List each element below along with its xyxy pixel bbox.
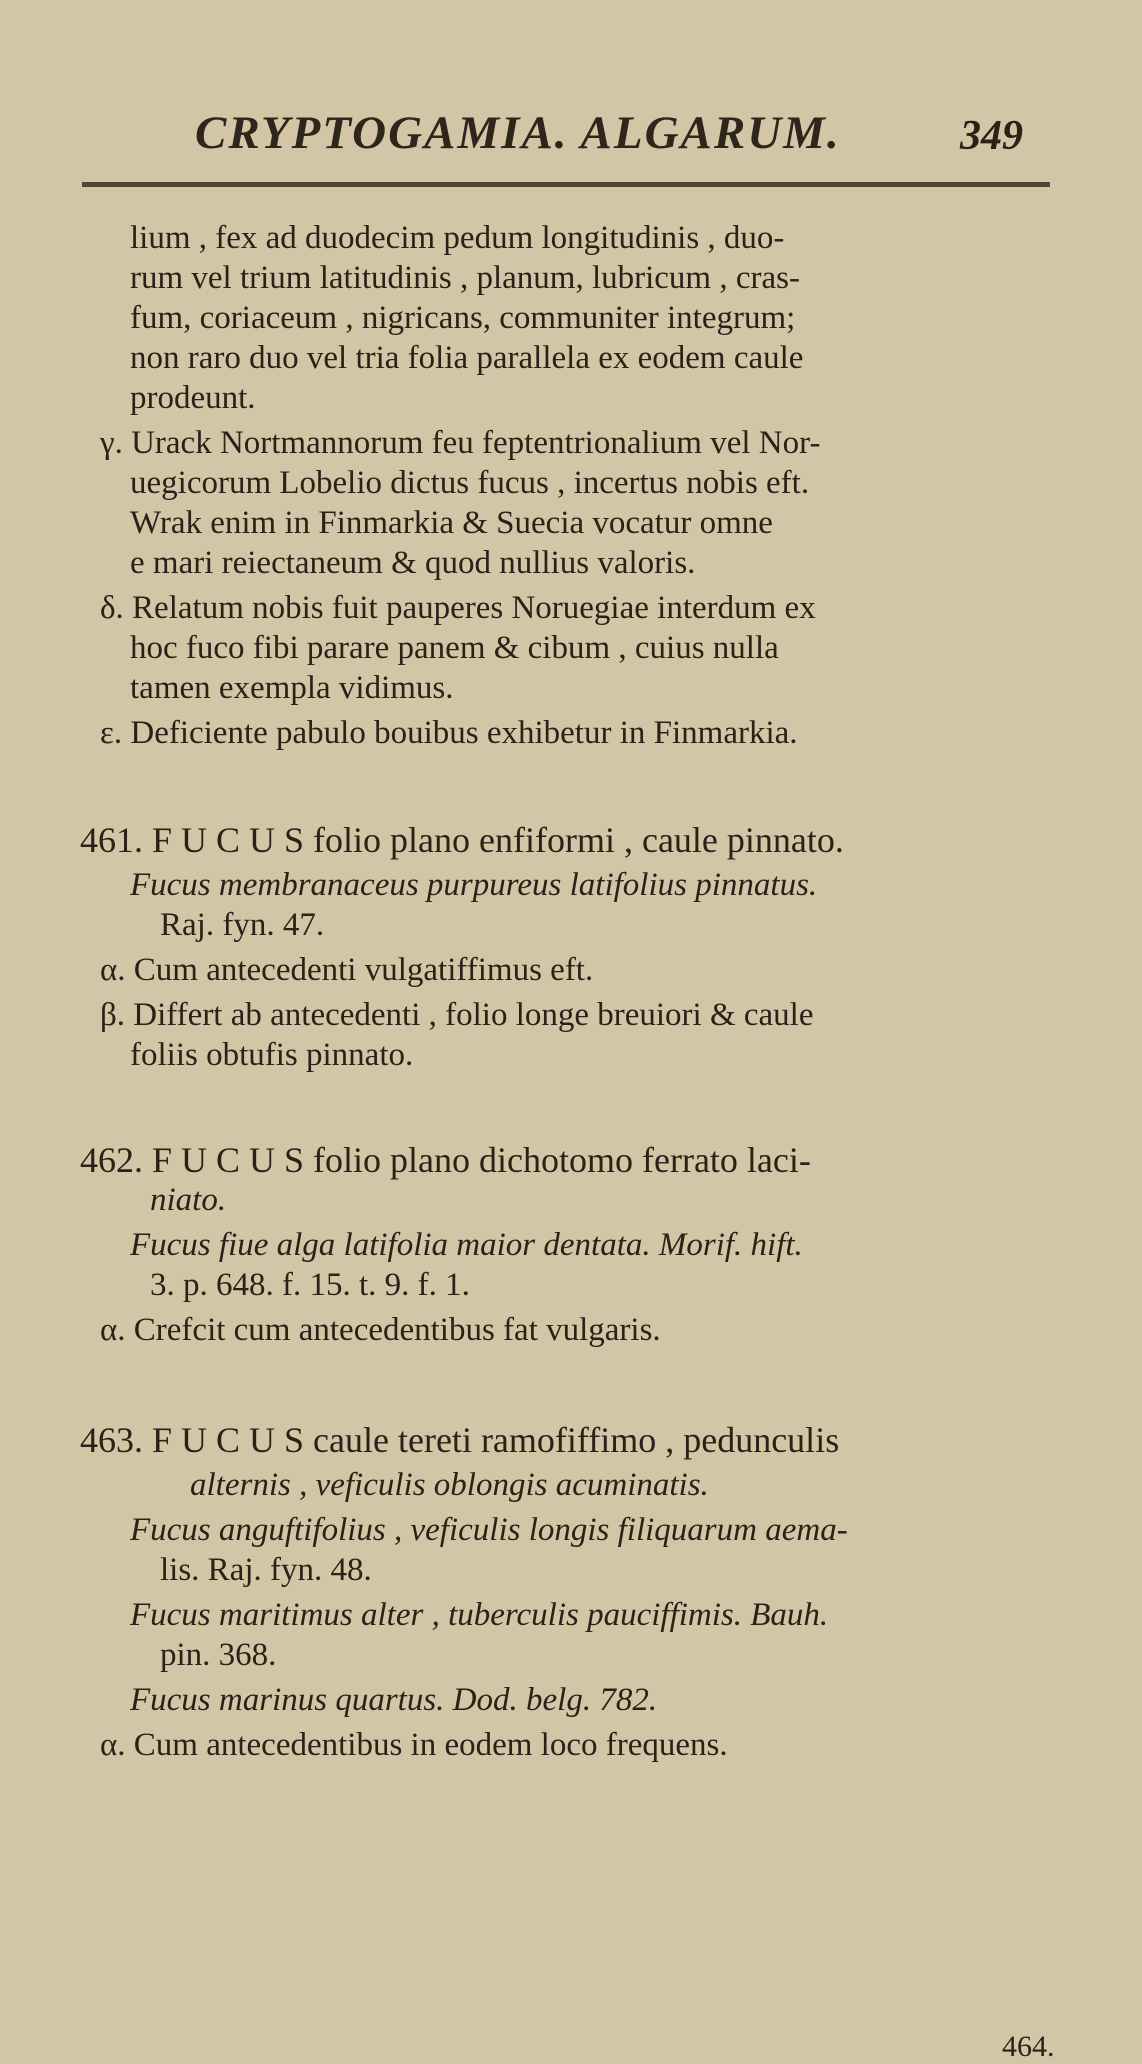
text-line: Fucus maritimus alter , tuberculis pauciffimis. Bauh. xyxy=(130,1597,829,1633)
text-line: Fucus anguftifolius , veficulis longis filiquarum aema- xyxy=(130,1512,848,1548)
text-line: rum vel trium latitudinis , planum, lubricum , cras- xyxy=(130,260,800,296)
text-line: α. Cum antecedenti vulgatiffimus eft. xyxy=(100,952,594,988)
species-heading: 463. F U C U S caule tereti ramofiffimo , pedunculis xyxy=(80,1420,840,1460)
text-line: fum, coriaceum , nigricans, communiter integrum; xyxy=(130,300,796,336)
text-line: δ. Relatum nobis fuit pauperes Noruegiae interdum ex xyxy=(100,590,816,626)
text-line: γ. Urack Nortmannorum feu feptentrionalium vel Nor- xyxy=(100,425,821,461)
running-head: CRYPTOGAMIA. ALGARUM. xyxy=(195,107,841,159)
text-line: tamen exempla vidimus. xyxy=(130,670,454,706)
text-line: α. Cum antecedentibus in eodem loco frequens. xyxy=(100,1727,728,1763)
text-line: β. Differt ab antecedenti , folio longe breuiori & caule xyxy=(100,997,814,1033)
text-line: Raj. fyn. 47. xyxy=(160,907,325,943)
text-line: niato. xyxy=(150,1182,227,1218)
catchword: 464. xyxy=(1002,2030,1055,2063)
text-line: α. Crefcit cum antecedentibus fat vulgaris. xyxy=(100,1312,661,1348)
text-line: non raro duo vel tria folia parallela ex eodem caule xyxy=(130,340,804,376)
text-line: Fucus fiue alga latifolia maior dentata. Morif. hift. xyxy=(130,1227,803,1263)
text-line: Fucus marinus quartus. Dod. belg. 782. xyxy=(130,1682,658,1718)
text-line: e mari reiectaneum & quod nullius valoris. xyxy=(130,545,696,581)
text-line: prodeunt. xyxy=(130,380,256,416)
species-heading: 462. F U C U S folio plano dichotomo ferrato laci- xyxy=(80,1140,811,1180)
page-header xyxy=(0,100,1142,160)
page-number: 349 xyxy=(960,113,1023,159)
text-line: Wrak enim in Finmarkia & Suecia vocatur omne xyxy=(130,505,773,541)
species-heading: 461. F U C U S folio plano enfiformi , caule pinnato. xyxy=(80,820,844,860)
text-line: Fucus membranaceus purpureus latifolius pinnatus. xyxy=(130,867,818,903)
text-line: uegicorum Lobelio dictus fucus , incertus nobis eft. xyxy=(130,465,810,501)
text-line: foliis obtufis pinnato. xyxy=(130,1037,414,1073)
text-line: ε. Deficiente pabulo bouibus exhibetur in Finmarkia. xyxy=(100,715,798,751)
text-line: pin. 368. xyxy=(160,1637,277,1673)
text-line: lis. Raj. fyn. 48. xyxy=(160,1552,372,1588)
text-line: 3. p. 648. f. 15. t. 9. f. 1. xyxy=(150,1267,470,1303)
header-rule xyxy=(82,182,1050,187)
text-line: hoc fuco fibi parare panem & cibum , cuius nulla xyxy=(130,630,779,666)
text-line: alternis , veficulis oblongis acuminatis. xyxy=(190,1467,709,1503)
text-line: lium , fex ad duodecim pedum longitudinis , duo- xyxy=(130,220,785,256)
